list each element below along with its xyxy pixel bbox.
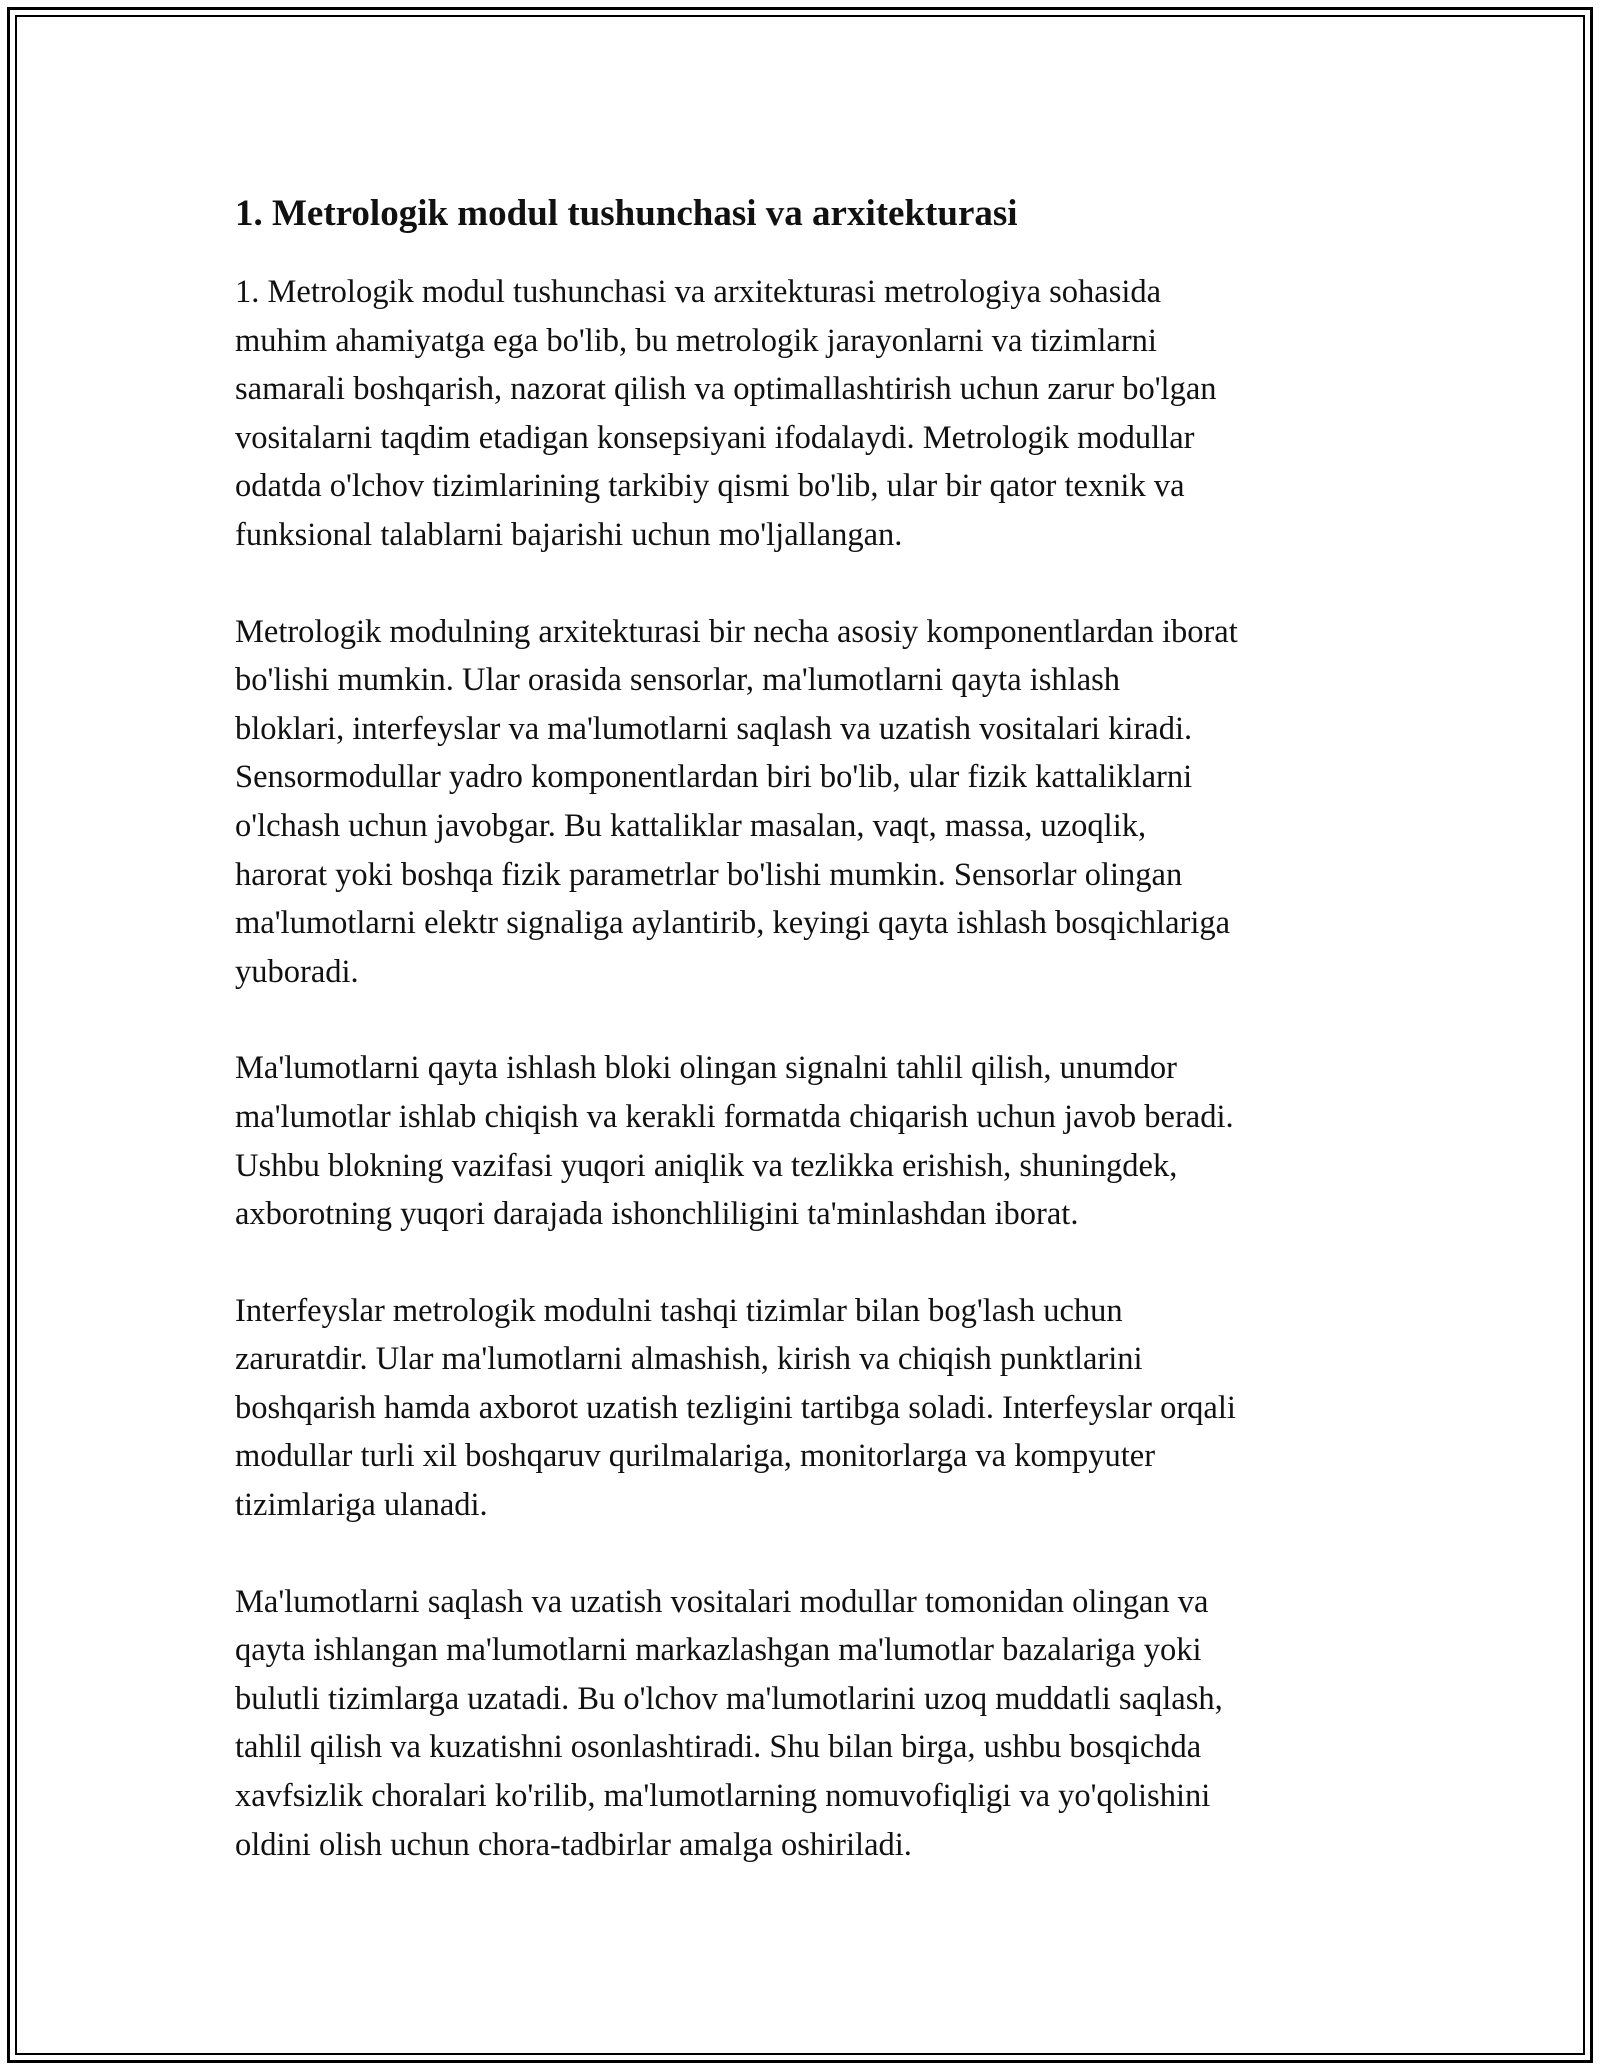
- text-line: funksional talablarni bajarishi uchun mo'ljallangan.: [235, 516, 903, 553]
- text-line: muhim ahamiyatga ega bo'lib, bu metrologik jarayonlarni va tizimlarni: [235, 322, 1157, 359]
- text-line: vositalarni taqdim etadigan konsepsiyani ifodalaydi. Metrologik modullar: [235, 419, 1195, 456]
- text-line: Ushbu blokning vazifasi yuqori aniqlik va tezlikka erishish, shuningdek,: [235, 1147, 1178, 1184]
- text-line: ma'lumotlarni elektr signaliga aylantirib, keyingi qayta ishlash bosqichlariga: [235, 905, 1231, 942]
- text-line: qayta ishlangan ma'lumotlarni markazlashgan ma'lumotlar bazalariga yoki: [235, 1632, 1202, 1669]
- text-line: ma'lumotlar ishlab chiqish va kerakli formatda chiqarish uchun javob beradi.: [235, 1098, 1234, 1135]
- text-line: harorat yoki boshqa fizik parametrlar bo'lishi mumkin. Sensorlar olingan: [235, 856, 1183, 893]
- paragraph-4: [235, 1287, 1375, 1530]
- paragraph-2: [235, 608, 1375, 997]
- text-line: bloklari, interfeyslar va ma'lumotlarni saqlash va uzatish vositalari kiradi.: [235, 710, 1193, 747]
- text-line: o'lchash uchun javobgar. Bu kattaliklar masalan, vaqt, massa, uzoqlik,: [235, 807, 1147, 844]
- text-line: modullar turli xil boshqaruv qurilmalariga, monitorlarga va kompyuter: [235, 1438, 1156, 1475]
- text-line: xavfsizlik choralari ko'rilib, ma'lumotlarning nomuvofiqligi va yo'qolishini: [235, 1778, 1211, 1815]
- text-line: 1. Metrologik modul tushunchasi va arxitekturasi metrologiya sohasida: [235, 274, 1162, 310]
- text-line: Ma'lumotlarni qayta ishlash bloki olingan signalni tahlil qilish, unumdor: [235, 1050, 1177, 1087]
- document-title: 1. Metrologik modul tushunchasi va arxitekturasi: [235, 193, 1018, 234]
- paragraph-1: [235, 268, 1375, 560]
- text-line: Ma'lumotlarni saqlash va uzatish vositalari modullar tomonidan olingan va: [235, 1583, 1209, 1620]
- text-line: oldini olish uchun chora-tadbirlar amalga oshiriladi.: [235, 1826, 912, 1863]
- text-line: tizimlariga ulanadi.: [235, 1487, 488, 1524]
- text-line: zaruratdir. Ular ma'lumotlarni almashish, kirish va chiqish punktlarini: [235, 1341, 1143, 1378]
- text-line: boshqarish hamda axborot uzatish tezligini tartibga soladi. Interfeyslar orqali: [235, 1389, 1236, 1426]
- text-line: axborotning yuqori darajada ishonchliligini ta'minlashdan iborat.: [235, 1196, 1079, 1233]
- text-line: bo'lishi mumkin. Ular orasida sensorlar, ma'lumotlarni qayta ishlash: [235, 662, 1121, 699]
- text-line: bulutli tizimlarga uzatadi. Bu o'lchov ma'lumotlarini uzoq muddatli saqlash,: [235, 1680, 1223, 1717]
- text-line: tahlil qilish va kuzatishni osonlashtiradi. Shu bilan birga, ushbu bosqichda: [235, 1729, 1202, 1766]
- text-line: odatda o'lchov tizimlarining tarkibiy qismi bo'lib, ular bir qator texnik va: [235, 468, 1185, 505]
- text-line: Interfeyslar metrologik modulni tashqi tizimlar bilan bog'lash uchun: [235, 1292, 1123, 1329]
- paragraph-3: [235, 1044, 1375, 1238]
- text-line: yuboradi.: [235, 953, 359, 990]
- paragraph-5: [235, 1578, 1375, 1870]
- document-body: [235, 186, 1375, 1917]
- text-line: samarali boshqarish, nazorat qilish va optimallashtirish uchun zarur bo'lgan: [235, 371, 1217, 408]
- text-line: Sensormodullar yadro komponentlardan biri bo'lib, ular fizik kattaliklarni: [235, 759, 1193, 796]
- text-line: Metrologik modulning arxitekturasi bir necha asosiy komponentlardan iborat: [235, 613, 1238, 650]
